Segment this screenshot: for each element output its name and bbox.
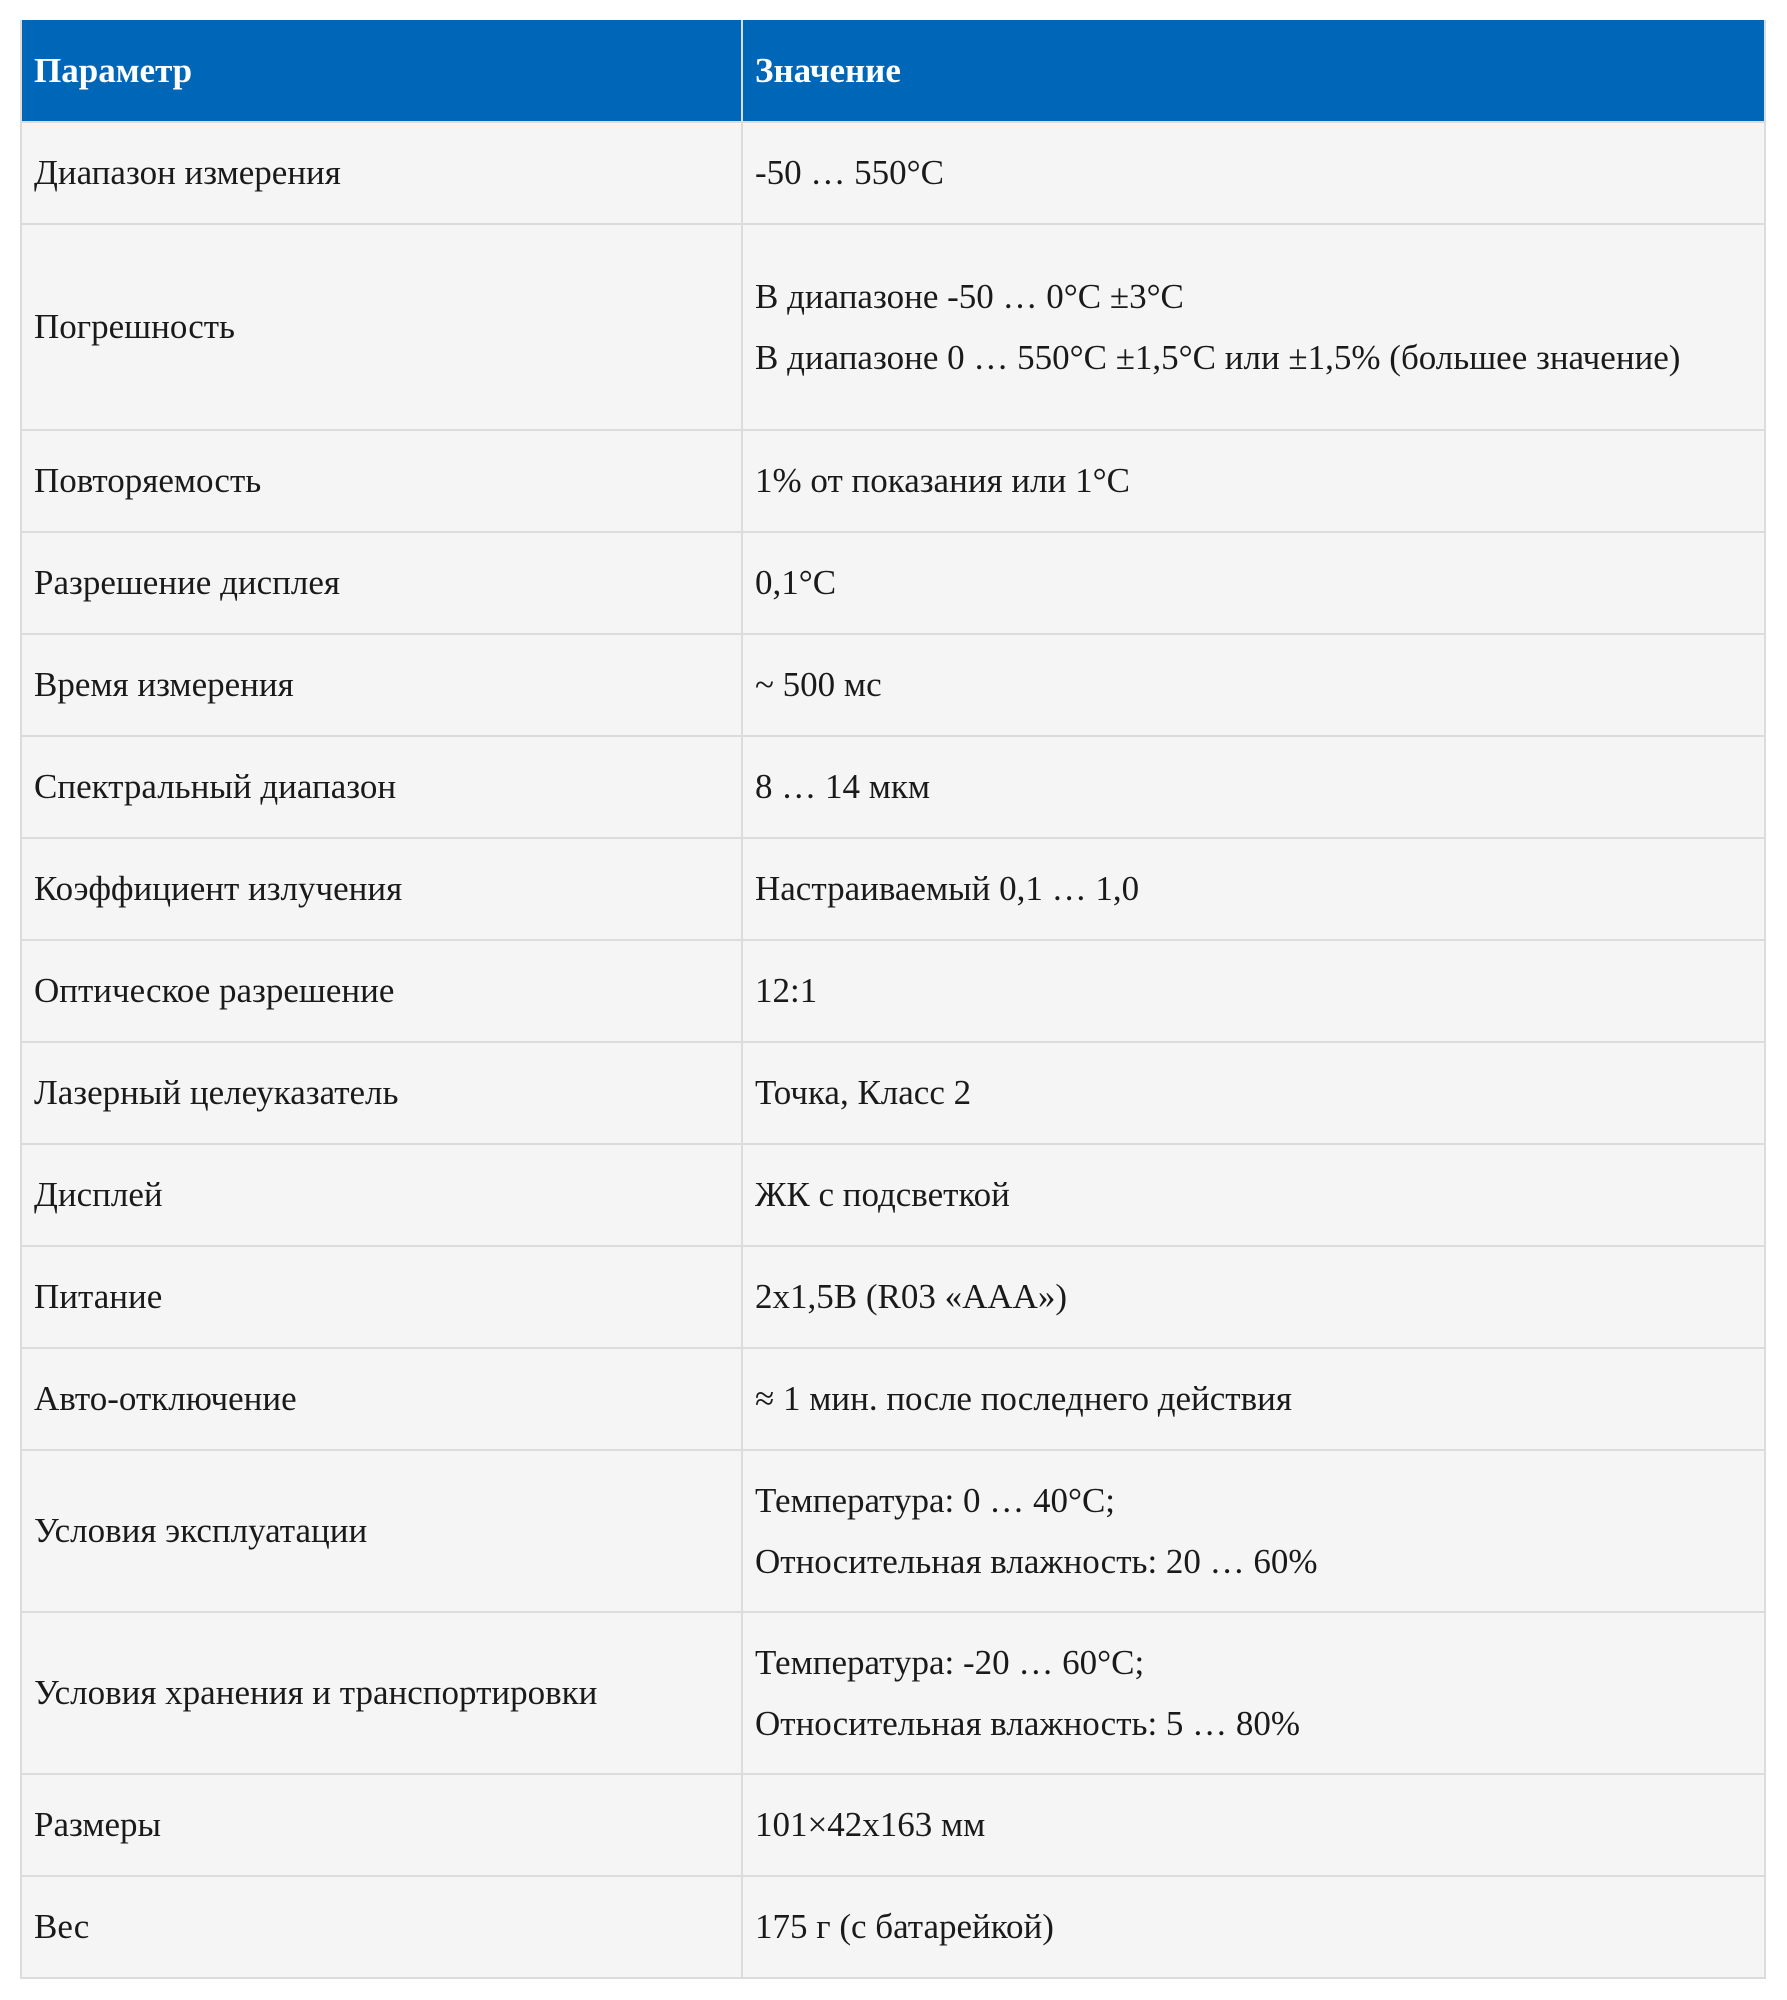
table-row [21,532,1765,634]
parameter-cell: Вес [21,1876,742,1978]
parameter-cell: Спектральный диапазон [21,736,742,838]
parameter-cell: Время измерения [21,634,742,736]
parameter-cell: Разрешение дисплея [21,532,742,634]
parameter-cell: Погрешность [21,224,742,430]
value-text: 101×42x163 мм [755,1805,986,1844]
value-cell [742,1450,1765,1612]
parameter-cell: Условия эксплуатации [21,1450,742,1612]
value-text: 0,1°C [755,563,837,602]
value-text: В диапазоне -50 … 0°C ±3°C [755,276,1184,316]
value-text: ~ 500 мс [755,665,882,704]
value-cell [742,736,1765,838]
value-cell [742,1144,1765,1246]
value-text: 12:1 [755,971,818,1010]
value-text: Относительная влажность: 5 … 80% [755,1703,1301,1743]
value-cell [742,940,1765,1042]
value-cell [742,1042,1765,1144]
value-cell [742,1774,1765,1876]
value-cell [742,430,1765,532]
value-text: Точка, Класс 2 [755,1073,972,1112]
value-text: ≈ 1 мин. после последнего действия [755,1379,1292,1418]
specifications-table [20,20,1766,1979]
value-cell [742,1876,1765,1978]
table-header-row [21,20,1765,122]
table-row [21,430,1765,532]
header-parameter: Параметр [21,20,742,122]
parameter-cell: Лазерный целеуказатель [21,1042,742,1144]
header-value: Значение [742,20,1765,122]
table-row [21,736,1765,838]
table-row [21,1246,1765,1348]
table-row [21,1348,1765,1450]
value-cell [742,1612,1765,1774]
value-text: 175 г (с батарейкой) [755,1907,1054,1946]
value-text: -50 … 550°C [755,153,944,192]
table-row [21,122,1765,224]
parameter-cell: Диапазон измерения [21,122,742,224]
parameter-cell: Повторяемость [21,430,742,532]
value-text: 2x1,5В (R03 «ААА») [755,1277,1068,1316]
value-cell [742,1348,1765,1450]
table-row [21,1774,1765,1876]
table-row [21,940,1765,1042]
value-cell [742,1246,1765,1348]
value-cell [742,838,1765,940]
table-row [21,634,1765,736]
value-cell [742,532,1765,634]
table-row [21,838,1765,940]
parameter-cell: Авто-отключение [21,1348,742,1450]
value-text: Температура: 0 … 40°C; [755,1480,1116,1520]
table-row [21,1876,1765,1978]
value-cell [742,634,1765,736]
table-row [21,224,1765,430]
value-text: Настраиваемый 0,1 … 1,0 [755,869,1140,908]
value-text: 8 … 14 мкм [755,767,931,806]
value-text: ЖК с подсветкой [755,1175,1010,1214]
parameter-cell: Оптическое разрешение [21,940,742,1042]
table-row [21,1450,1765,1612]
value-text: Температура: -20 … 60°C; [755,1642,1145,1682]
parameter-cell: Коэффициент излучения [21,838,742,940]
table-row [21,1612,1765,1774]
value-text: 1% от показания или 1°C [755,461,1130,500]
value-cell [742,224,1765,430]
parameter-cell: Размеры [21,1774,742,1876]
table-row [21,1042,1765,1144]
parameter-cell: Питание [21,1246,742,1348]
parameter-cell: Условия хранения и транспортировки [21,1612,742,1774]
table-row [21,1144,1765,1246]
parameter-cell: Дисплей [21,1144,742,1246]
value-text: В диапазоне 0 … 550°C ±1,5°C или ±1,5% (большее значение) [755,337,1681,377]
value-text: Относительная влажность: 20 … 60% [755,1541,1318,1581]
value-cell [742,122,1765,224]
